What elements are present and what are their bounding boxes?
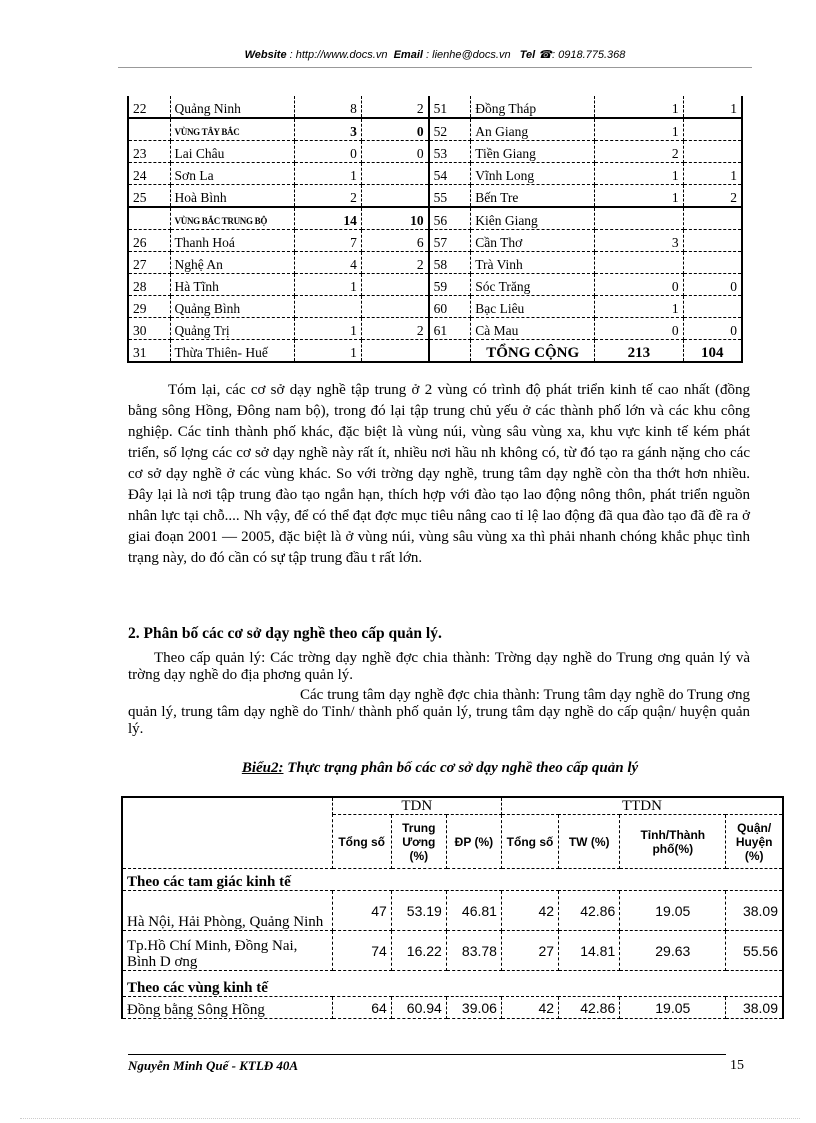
- table-row: [128, 230, 742, 252]
- cell-value: 64: [332, 997, 391, 1019]
- value-a: 213: [595, 340, 683, 363]
- summary-paragraph: Tóm lại, các cơ sở dạy nghề tập trung ở 2 vùng có trình độ phát triển kinh tế cao nhất (đồng bằng sông Hồng, Đông nam bộ), trong đó lại tập trung chủ yếu ở các thành phố lớn và các khu công nghiệp. Các tỉnh thành phố khác, đặc biệt là vùng núi, vùng sâu vùng xa, khu vực kinh tế kém phát triển, số lợng các cơ sở dạy nghề này rất ít, nhiều nơi hầu nh không có, từ đó tạo ra gánh nặng cho các cơ sở dạy nghề ở các vùng khác. So với trờng dạy nghề, trung tâm dạy nghề còn tha thớt hơn nhiều. Đây lại là nơi tập trung đào tạo ngắn hạn, thích hợp với đào tạo lao động nông thôn, phát triển nguồn nhân lực tại chỗ.... Nh vậy, để có thể đạt đợc mục tiêu nâng cao tỉ lệ lao động đã qua đào tạo đã đề ra ở giai đoạn 2001 — 2005, đặc biệt là ở vùng núi, vùng sâu vùng xa thì phải nhanh chóng khắc phục tình trạng này, do đó cần có sự tập trung đầu t rất lớn.: [128, 382, 750, 566]
- value-a: 3: [595, 230, 683, 252]
- value-b: 0: [683, 274, 742, 296]
- value-a: 0: [595, 318, 683, 340]
- management-distribution-table: [121, 796, 784, 1019]
- value-b: 2: [361, 96, 428, 118]
- value-a: 1: [294, 340, 361, 363]
- province-name: VÙNG TÂY BẮC: [170, 118, 294, 141]
- cell-value: 42.86: [559, 997, 620, 1019]
- row-number: [128, 207, 170, 230]
- value-b: [361, 163, 428, 185]
- value-b: [361, 296, 428, 318]
- row-number: 22: [128, 96, 170, 118]
- cell-value: 42.86: [559, 891, 620, 931]
- table-row: [128, 318, 742, 340]
- province-name: VÙNG BẮC TRUNG BỘ: [170, 207, 294, 230]
- cell-value: 39.06: [446, 997, 501, 1019]
- page-number: 15: [730, 1058, 744, 1073]
- cell-value: 19.05: [620, 891, 726, 931]
- table-row: [122, 891, 783, 931]
- province-name: Thanh Hoá: [170, 230, 294, 252]
- value-b: [683, 141, 742, 163]
- value-b: 10: [361, 207, 428, 230]
- value-b: [683, 252, 742, 274]
- value-b: 2: [361, 318, 428, 340]
- row-label: Đồng bằng Sông Hồng: [122, 997, 332, 1019]
- province-name: Lai Châu: [170, 141, 294, 163]
- header-divider: [118, 67, 752, 68]
- province-name: An Giang: [471, 118, 595, 141]
- footer-author: Nguyễn Minh Quế - KTLĐ 40A: [128, 1058, 299, 1073]
- table-row: [122, 931, 783, 971]
- value-b: 6: [361, 230, 428, 252]
- province-name: Quảng Ninh: [170, 96, 294, 118]
- value-b: 1: [683, 96, 742, 118]
- provinces-table: [127, 96, 743, 363]
- table-row: [128, 340, 742, 363]
- value-a: 1: [595, 118, 683, 141]
- row-number: 61: [429, 318, 471, 340]
- website-label: Website: [244, 49, 287, 61]
- row-number: [128, 118, 170, 141]
- province-name: Bến Tre: [471, 185, 595, 208]
- value-a: 14: [294, 207, 361, 230]
- row-label: Tp.Hồ Chí Minh, Đồng Nai, Bình D ơng: [122, 931, 332, 971]
- value-a: [595, 252, 683, 274]
- section-heading: 2. Phân bố các cơ sở dạy nghề theo cấp quản lý.: [128, 625, 442, 642]
- value-a: 2: [595, 141, 683, 163]
- table-caption: [120, 760, 760, 777]
- cell-value: 42: [501, 997, 558, 1019]
- province-name: Nghệ An: [170, 252, 294, 274]
- cell-value: 38.09: [726, 891, 783, 931]
- email-label: Email: [393, 49, 423, 61]
- value-b: [683, 230, 742, 252]
- value-a: 1: [595, 96, 683, 118]
- value-b: [361, 274, 428, 296]
- cell-value: 53.19: [391, 891, 446, 931]
- province-name: Thừa Thiên- Huế: [170, 340, 294, 363]
- tel-label: Tel: [519, 49, 536, 61]
- table-row: [128, 185, 742, 208]
- caption-text: Thực trạng phân bố các cơ sở dạy nghề theo cấp quản lý: [283, 760, 639, 776]
- province-name: Bạc Liêu: [471, 296, 595, 318]
- province-name: Tiền Giang: [471, 141, 595, 163]
- value-b: 1: [683, 163, 742, 185]
- row-label: Hà Nội, Hải Phòng, Quảng Ninh: [122, 891, 332, 931]
- value-a: [294, 296, 361, 318]
- row-number: 55: [429, 185, 471, 208]
- value-a: 1: [294, 318, 361, 340]
- cell-value: 83.78: [446, 931, 501, 971]
- row-number: 51: [429, 96, 471, 118]
- value-a: 1: [294, 163, 361, 185]
- row-number: 27: [128, 252, 170, 274]
- value-a: 8: [294, 96, 361, 118]
- table-row: [128, 252, 742, 274]
- cell-value: 19.05: [620, 997, 726, 1019]
- phone-icon: ☎: [538, 49, 552, 61]
- table-row: [128, 296, 742, 318]
- cell-value: 74: [332, 931, 391, 971]
- value-a: 1: [595, 185, 683, 208]
- value-a: 0: [294, 141, 361, 163]
- column-header: Tổng số: [332, 815, 391, 869]
- value-a: 2: [294, 185, 361, 208]
- province-name: Hà Tĩnh: [170, 274, 294, 296]
- province-name: TỔNG CỘNG: [471, 340, 595, 363]
- row-number: 59: [429, 274, 471, 296]
- table-row: [128, 274, 742, 296]
- value-b: 0: [361, 141, 428, 163]
- value-b: [683, 296, 742, 318]
- province-name: Hoà Bình: [170, 185, 294, 208]
- header-blank-cell: [122, 797, 332, 869]
- cell-value: 29.63: [620, 931, 726, 971]
- cell-value: 42: [501, 891, 558, 931]
- management-paragraph-2: Các trung tâm dạy nghề đợc chia thành: Trung tâm dạy nghề do Trung ơng quản lý, trung tâm dạy nghề do Tỉnh/ thành phố quản lý, trung tâm dạy nghề do cấp quận/ huyện quản lý.: [128, 687, 750, 737]
- row-number: 52: [429, 118, 471, 141]
- province-name: Vĩnh Long: [471, 163, 595, 185]
- tel-value: : 0918.775.368: [552, 49, 626, 61]
- value-a: 3: [294, 118, 361, 141]
- province-name: Sơn La: [170, 163, 294, 185]
- row-number: 25: [128, 185, 170, 208]
- province-name: Quảng Trị: [170, 318, 294, 340]
- table-row: [128, 96, 742, 118]
- value-a: 1: [294, 274, 361, 296]
- row-number: 28: [128, 274, 170, 296]
- value-a: [595, 207, 683, 230]
- province-name: Sóc Trăng: [471, 274, 595, 296]
- table-row: [122, 997, 783, 1019]
- cell-value: 38.09: [726, 997, 783, 1019]
- value-a: 1: [595, 296, 683, 318]
- value-b: [683, 207, 742, 230]
- value-b: 104: [683, 340, 742, 363]
- section-row-regions: Theo các vùng kinh tế: [122, 971, 783, 997]
- row-number: 26: [128, 230, 170, 252]
- cell-value: 16.22: [391, 931, 446, 971]
- province-name: Đồng Tháp: [471, 96, 595, 118]
- province-name: Cà Mau: [471, 318, 595, 340]
- row-number: [429, 340, 471, 363]
- row-number: 58: [429, 252, 471, 274]
- value-b: [361, 185, 428, 208]
- value-a: 7: [294, 230, 361, 252]
- cell-value: 46.81: [446, 891, 501, 931]
- row-number: 56: [429, 207, 471, 230]
- row-number: 57: [429, 230, 471, 252]
- column-header: Tổng số: [501, 815, 558, 869]
- email-value[interactable]: : lienhe@docs.vn: [426, 49, 511, 61]
- cell-value: 14.81: [559, 931, 620, 971]
- table-row: [128, 207, 742, 230]
- website-value[interactable]: : http://www.docs.vn: [289, 49, 388, 61]
- value-b: [361, 340, 428, 363]
- province-name: Kiên Giang: [471, 207, 595, 230]
- row-number: 29: [128, 296, 170, 318]
- section-row-triangles: Theo các tam giác kinh tế: [122, 869, 783, 891]
- cell-value: 60.94: [391, 997, 446, 1019]
- table-row: [128, 141, 742, 163]
- value-b: 0: [683, 318, 742, 340]
- province-name: Quảng Bình: [170, 296, 294, 318]
- cell-value: 27: [501, 931, 558, 971]
- value-b: 0: [361, 118, 428, 141]
- table-row: [128, 118, 742, 141]
- value-b: 2: [361, 252, 428, 274]
- column-header: ĐP (%): [446, 815, 501, 869]
- cell-value: 47: [332, 891, 391, 931]
- value-a: 0: [595, 274, 683, 296]
- row-number: 60: [429, 296, 471, 318]
- value-b: [683, 118, 742, 141]
- column-header: Quận/ Huyện (%): [726, 815, 783, 869]
- table-row: [128, 163, 742, 185]
- province-name: Cần Thơ: [471, 230, 595, 252]
- caption-label: Biểu2:: [241, 760, 284, 776]
- row-number: 30: [128, 318, 170, 340]
- row-number: 53: [429, 141, 471, 163]
- cell-value: 55.56: [726, 931, 783, 971]
- row-number: 31: [128, 340, 170, 363]
- row-number: 23: [128, 141, 170, 163]
- footer-divider: [128, 1054, 726, 1055]
- province-name: Trà Vinh: [471, 252, 595, 274]
- column-header: Trung Ương (%): [391, 815, 446, 869]
- value-b: 2: [683, 185, 742, 208]
- page-header: [120, 48, 750, 61]
- column-header: Tỉnh/Thành phố(%): [620, 815, 726, 869]
- column-header: TW (%): [559, 815, 620, 869]
- management-paragraph-1: Theo cấp quản lý: Các trờng dạy nghề đợc chia thành: Trờng dạy nghề do Trung ơng quản lý và trờng dạy nghề do địa phơng quản lý.: [128, 650, 750, 683]
- row-number: 24: [128, 163, 170, 185]
- value-a: 4: [294, 252, 361, 274]
- value-a: 1: [595, 163, 683, 185]
- group-header-ttdn: TTDN: [501, 797, 783, 815]
- row-number: 54: [429, 163, 471, 185]
- page-bottom-divider: [20, 1118, 800, 1119]
- group-header-tdn: TDN: [332, 797, 501, 815]
